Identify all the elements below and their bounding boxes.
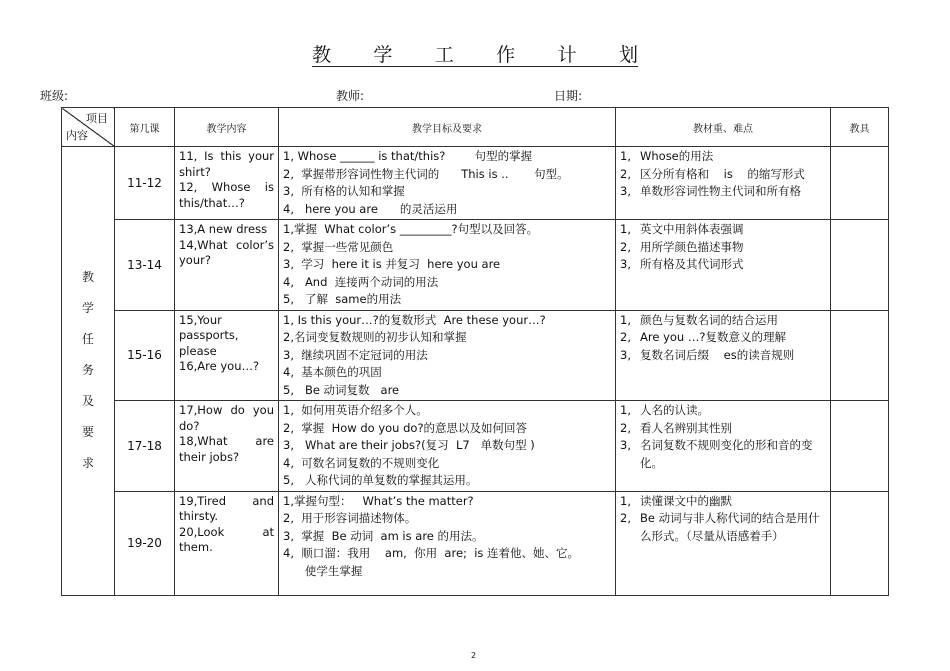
title-char: 教	[312, 44, 332, 66]
goal-line: 1,掌握 What color’s _________?句型以及回答。	[283, 222, 539, 236]
key-point-item	[620, 329, 826, 347]
teaching-content-cell	[175, 220, 279, 311]
content-line: 18,What are their jobs?	[179, 434, 274, 464]
teacher-label: 教师:	[336, 89, 365, 103]
content-line: 12, Whose is this/that…?	[179, 180, 274, 210]
page-number: 2	[471, 651, 477, 660]
tools-cell	[831, 220, 889, 311]
key-point-number: 3,	[620, 257, 631, 271]
key-point-number: 2,	[620, 166, 631, 181]
goals-cell	[279, 401, 616, 492]
content-line: 20,Look at them.	[179, 524, 274, 554]
key-point-number: 2,	[620, 239, 631, 254]
key-point-text: 复数名词后缀 es的读音规则	[640, 347, 795, 362]
tools-cell	[831, 147, 889, 220]
content-line: 16,Are you…?	[179, 359, 260, 373]
category-char: 学	[81, 301, 94, 316]
category-char: 要	[81, 425, 94, 440]
key-point-text: 用所学颜色描述事物	[640, 239, 744, 254]
goal-line: 1,掌握句型： What’s the matter?	[283, 493, 474, 508]
goal-line: 2, 掌握一些常见颜色	[283, 239, 394, 254]
key-point-text: Are you …?复数意义的理解	[640, 330, 786, 344]
key-point-item	[620, 437, 826, 472]
teaching-content-cell	[175, 401, 279, 492]
key-point-number: 2,	[620, 330, 631, 344]
lesson-cell: 19-20	[115, 491, 175, 595]
key-point-item	[620, 510, 826, 545]
goal-line: 4, here you are 的灵活运用	[283, 201, 458, 216]
lesson-cell: 15-16	[115, 310, 175, 401]
category-cell	[62, 147, 115, 596]
date-label: 日期:	[554, 89, 583, 103]
goal-line: 2, 掌握 How do you do?的意思以及如何回答	[283, 420, 528, 435]
goals-cell	[279, 310, 616, 401]
content-line: 11, Is this your shirt?	[179, 149, 274, 179]
table-row	[62, 220, 889, 311]
key-point-text: 单数形容词性物主代词和所有格	[640, 184, 801, 198]
key-point-text: 看人名辨别其性别	[640, 420, 732, 435]
category-char: 求	[81, 456, 94, 471]
teaching-content-cell	[175, 310, 279, 401]
goal-line: 3, 学习 here it is 并复习 here you are	[283, 257, 501, 271]
key-point-text: Whose的用法	[640, 149, 714, 163]
key-point-text: 读懂课文中的幽默	[640, 493, 732, 508]
goal-line: 3, 所有格的认知和掌握	[283, 184, 405, 198]
lesson-cell: 13-14	[115, 220, 175, 311]
key-point-number: 1,	[620, 493, 631, 508]
title-char: 工	[434, 44, 454, 66]
key-point-number: 3,	[620, 184, 631, 198]
tools-cell	[831, 310, 889, 401]
table-row	[62, 401, 889, 492]
goal-line: 1, Whose ______ is that/this? 句型的掌握	[283, 149, 533, 163]
title-char: 作	[496, 44, 516, 66]
key-points-cell	[616, 401, 831, 492]
goal-line: 3, 继续巩固不定冠词的用法	[283, 347, 428, 362]
key-points-cell	[616, 147, 831, 220]
key-point-text: 人名的认读。	[640, 403, 709, 417]
key-point-number: 3,	[620, 347, 631, 362]
header-tools: 教具	[831, 108, 889, 147]
category-char: 教	[81, 270, 94, 285]
table-row	[62, 147, 889, 220]
key-point-item	[620, 148, 826, 166]
key-points-cell	[616, 220, 831, 311]
key-point-number: 1,	[620, 222, 631, 236]
header-lesson: 第几课	[115, 108, 175, 147]
key-point-item	[620, 402, 826, 420]
key-point-item	[620, 347, 826, 365]
goal-line: 2, 用于形容词描述物体。	[283, 511, 417, 525]
goal-line: 4, 可数名词复数的不规则变化	[283, 455, 440, 470]
header-teaching-content: 教学内容	[175, 108, 279, 147]
key-point-text: 英文中用斜体表强调	[640, 222, 744, 236]
header-diagonal-cell	[62, 108, 115, 147]
goals-cell	[279, 147, 616, 220]
goal-line: 2,名词变复数规则的初步认知和掌握	[283, 330, 467, 344]
header-goals: 教学目标及要求	[279, 108, 616, 147]
table-row	[62, 310, 889, 401]
goal-line: 1, Is this your…?的复数形式 Are these your…?	[283, 312, 546, 327]
title-char: 划	[618, 44, 638, 66]
teaching-content-cell	[175, 491, 279, 595]
key-points-cell	[616, 310, 831, 401]
goal-line: 2, 掌握带形容词性物主代词的 This is .. 句型。	[283, 166, 569, 181]
key-point-item	[620, 312, 826, 330]
table-row	[62, 491, 889, 595]
goal-line: 3, What are their jobs?(复习 L7 单数句型 )	[283, 438, 535, 452]
tools-cell	[831, 401, 889, 492]
key-point-item	[620, 493, 826, 511]
category-char: 任	[81, 332, 94, 347]
teaching-content-cell	[175, 147, 279, 220]
goal-line: 5, Be 动词复数 are	[283, 382, 400, 397]
content-line: 13,A new dress	[179, 222, 268, 236]
title-char: 学	[373, 44, 393, 66]
goal-line: 5, 人称代词的单复数的掌握其运用。	[283, 473, 478, 487]
lesson-cell: 17-18	[115, 401, 175, 492]
content-line: 17,How do you do?	[179, 403, 274, 433]
teaching-plan-table	[61, 107, 889, 596]
goal-line: 4, And 连接两个动词的用法	[283, 274, 439, 289]
goal-line: 4, 顺口溜：我用 am, 你用 are; is 连着他、她、它。	[283, 546, 580, 560]
key-point-item	[620, 239, 826, 257]
key-point-item	[620, 420, 826, 438]
goal-line: 4, 基本颜色的巩固	[283, 365, 382, 379]
key-point-text: Be 动词与非人称代词的结合是用什么形式。（尽量从语感着手）	[640, 511, 820, 543]
content-line: 15,Your passports, please	[179, 312, 239, 358]
key-points-cell	[616, 491, 831, 595]
title-char: 计	[557, 44, 577, 66]
goals-cell	[279, 491, 616, 595]
key-point-item	[620, 256, 826, 274]
key-point-number: 1,	[620, 312, 631, 327]
header-item-label: 项目	[86, 112, 108, 125]
header-content-label: 内容	[66, 129, 88, 142]
category-char: 及	[81, 394, 94, 409]
goal-line: 5, 了解 same的用法	[283, 292, 402, 306]
page-title	[312, 40, 638, 67]
key-point-item	[620, 221, 826, 239]
content-line: 19,Tired and thirsty.	[179, 493, 274, 523]
key-point-text: 名词复数不规则变化的形和音的变化。	[640, 438, 813, 470]
lesson-cell: 11-12	[115, 147, 175, 220]
goals-cell	[279, 220, 616, 311]
key-point-number: 1,	[620, 149, 631, 163]
header-key-points: 教材重、难点	[616, 108, 831, 147]
goal-line: 使学生掌握	[283, 563, 363, 578]
table-header-row	[62, 108, 889, 147]
content-line: 14,What color’s your?	[179, 237, 274, 267]
key-point-text: 颜色与复数名词的结合运用	[640, 312, 778, 327]
tools-cell	[831, 491, 889, 595]
key-point-number: 2,	[620, 511, 631, 525]
key-point-item	[620, 166, 826, 184]
key-point-text: 所有格及其代词形式	[640, 257, 744, 271]
category-char: 务	[81, 363, 94, 378]
goal-line: 3, 掌握 Be 动词 am is are 的用法。	[283, 528, 484, 543]
key-point-item	[620, 183, 826, 201]
key-point-number: 2,	[620, 420, 631, 435]
goal-line: 1, 如何用英语介绍多个人。	[283, 403, 428, 417]
key-point-number: 1,	[620, 403, 631, 417]
key-point-number: 3,	[620, 438, 631, 452]
class-label: 班级:	[40, 89, 69, 103]
key-point-text: 区分所有格和 is 的缩写形式	[640, 166, 805, 181]
